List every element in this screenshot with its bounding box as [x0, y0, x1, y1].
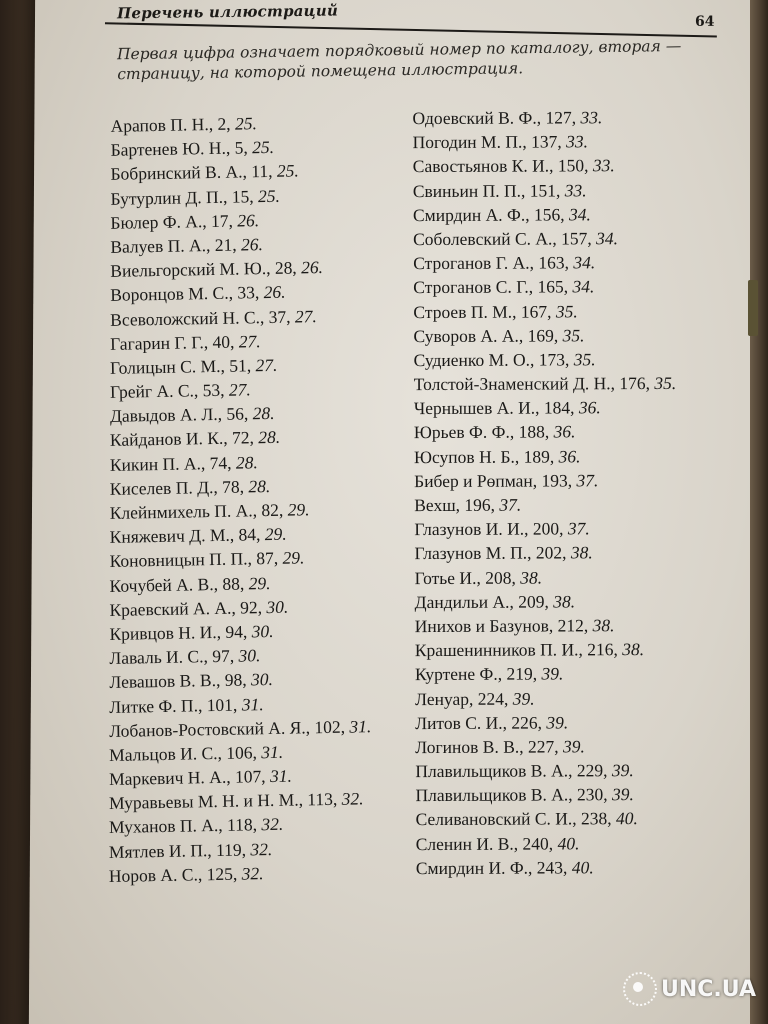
entry-page: 25. — [234, 113, 258, 134]
watermark-text: UNC.UA — [661, 976, 756, 1002]
entry-name: Смирдин И. Ф., 243, — [415, 857, 568, 878]
index-entry — [413, 226, 676, 251]
index-entry — [412, 105, 675, 130]
entry-name: Савостьянов К. И., 150, — [412, 155, 589, 177]
entry-name: Левашов В. В., 98, — [109, 669, 247, 693]
entry-name: Мятлев И. П., 119, — [108, 839, 247, 862]
entry-page: 25. — [257, 185, 281, 206]
explanatory-note: Первая цифра означает порядковый номер по каталогу, вторая — страницу, на которой помещена иллюстрация. — [116, 36, 682, 84]
index-entry — [108, 859, 374, 888]
entry-name: Куртене Ф., 219, — [414, 663, 538, 685]
entry-name: Бартенев Ю. Н., 5, — [110, 137, 248, 161]
index-entry — [414, 347, 677, 372]
entry-page: 29. — [264, 523, 287, 545]
entry-page: 32. — [341, 788, 364, 809]
entry-name: Лаваль И. С., 97, — [109, 645, 235, 669]
entry-name: Толстой-Знаменский Д. Н., 176, — [413, 373, 651, 395]
entry-page: 35. — [562, 325, 585, 346]
entry-name: Краевский А. А., 92, — [109, 596, 263, 620]
header-rule — [105, 22, 717, 37]
entry-page: 29. — [248, 572, 271, 593]
entry-page: 34. — [573, 252, 596, 273]
entry-name: Чернышев А. И., 184, — [413, 397, 575, 419]
index-column-left — [94, 109, 374, 888]
entry-page: 30. — [238, 645, 261, 666]
entry-page: 27. — [238, 330, 261, 352]
book-edge — [750, 0, 768, 1024]
entry-page: 27. — [228, 379, 251, 400]
index-entry — [415, 589, 678, 614]
index-entry — [415, 661, 678, 686]
entry-name: Одоевский В. Ф., 127, — [412, 107, 577, 129]
entry-page: 35. — [555, 300, 578, 321]
entry-name: Муханов П. А., 118, — [108, 814, 258, 838]
index-entry — [414, 540, 677, 565]
index-entry — [414, 516, 677, 541]
entry-name: Арапов П. Н., 2, — [110, 113, 231, 136]
entry-page: 28. — [235, 451, 258, 473]
entry-name: Валуев П. А., 21, — [110, 234, 237, 257]
entry-name: Грейг А. С., 53, — [109, 379, 225, 402]
entry-name: Крашенинников П. И., 216, — [414, 639, 618, 661]
entry-page: 28. — [252, 403, 275, 424]
entry-name: Готье И., 208, — [414, 567, 516, 588]
entry-page: 25. — [251, 137, 275, 158]
entry-name: Суворов А. А., 169, — [413, 325, 559, 346]
entry-name: Давыдов А. Л., 56, — [109, 403, 249, 427]
entry-name: Княжевич Д. М., 84, — [109, 524, 261, 548]
entry-name: Всеволожский Н. С., 37, — [110, 306, 291, 330]
index-entry — [415, 782, 678, 807]
index-column-right — [412, 105, 678, 880]
index-entry — [413, 274, 676, 299]
watermark — [623, 972, 756, 1006]
entry-name: Литов С. И., 226, — [415, 712, 543, 733]
index-entry — [415, 734, 678, 759]
entry-name: Дандильи А., 209, — [414, 591, 549, 612]
index-entry — [415, 613, 678, 638]
entry-page: 39. — [611, 760, 634, 781]
entry-page: 33. — [580, 107, 603, 128]
book-page — [29, 0, 765, 1024]
index-entry — [413, 129, 676, 154]
entry-page: 30. — [266, 596, 289, 617]
entry-page: 39. — [541, 663, 564, 684]
entry-name: Свиньин П. П., 151, — [412, 180, 561, 201]
entry-name: Соболевский С. А., 157, — [413, 228, 592, 250]
entry-name: Логинов В. В., 227, — [415, 736, 559, 757]
entry-name: Мальцов И. С., 106, — [108, 742, 258, 765]
entry-name: Клейнмихель П. А., 82, — [109, 499, 284, 523]
index-entry — [415, 758, 678, 783]
entry-page: 26. — [263, 281, 286, 303]
entry-page: 39. — [611, 784, 634, 805]
entry-name: Голицын С. М., 51, — [109, 355, 252, 378]
entry-name: Плавильщиков В. А., 229, — [415, 760, 608, 782]
entry-name: Норов А. С., 125, — [108, 863, 238, 886]
entry-page: 33. — [566, 131, 589, 152]
entry-page: 30. — [251, 620, 274, 642]
entry-page: 39. — [562, 736, 585, 757]
bookmark-tab — [748, 280, 758, 336]
entry-name: Маркевич Н. А., 107, — [108, 766, 266, 790]
entry-page: 37. — [576, 470, 599, 491]
page-title: Перечень иллюстраций — [116, 1, 339, 23]
entry-page: 38. — [553, 591, 576, 612]
entry-name: Воронцов М. С., 33, — [110, 282, 260, 306]
entry-name: Погодин М. П., 137, — [412, 131, 562, 153]
entry-page: 31. — [269, 765, 293, 787]
index-entry — [413, 250, 676, 275]
entry-page: 38. — [520, 567, 543, 588]
entry-name: Юрьев Ф. Ф., 188, — [413, 421, 550, 443]
entry-name: Киселев П. Д., 78, — [109, 476, 245, 499]
entry-name: Муравьевы М. Н. и Н. М., 113, — [108, 789, 338, 814]
entry-page: 33. — [564, 179, 587, 200]
index-entry — [414, 564, 677, 589]
entry-page: 32. — [250, 838, 273, 860]
entry-page: 29. — [282, 547, 305, 569]
entry-page: 38. — [622, 639, 645, 660]
entry-name: Юсупов Н. Б., 189, — [413, 446, 555, 467]
entry-name: Кайданов И. К., 72, — [109, 427, 255, 451]
entry-name: Судиенко М. О., 173, — [413, 349, 570, 370]
entry-page: 39. — [546, 712, 569, 733]
entry-name: Селивановский С. И., 238, — [415, 808, 612, 830]
index-entry — [413, 298, 676, 323]
entry-name: Коновницын П. П., 87, — [109, 548, 279, 572]
index-entry — [106, 714, 372, 743]
entry-name: Бутурлин Д. П., 15, — [110, 185, 254, 209]
sun-logo-icon — [623, 972, 657, 1006]
entry-name: Кикин П. А., 74, — [109, 452, 232, 475]
index-entry — [415, 685, 678, 710]
entry-name: Кривцов Н. И., 94, — [109, 621, 248, 644]
entry-page: 28. — [258, 427, 281, 448]
index-entry — [414, 468, 677, 493]
entry-name: Сленин И. В., 240, — [415, 833, 554, 854]
entry-page: 31. — [241, 693, 264, 715]
index-entry — [413, 153, 676, 178]
index-entry — [414, 419, 677, 444]
entry-name: Строганов С. Г., 165, — [413, 276, 569, 298]
entry-page: 34. — [596, 228, 619, 249]
entry-page: 26. — [240, 234, 264, 255]
entry-page: 38. — [592, 615, 615, 636]
entry-page: 37. — [567, 518, 590, 539]
entry-name: Смирдин А. Ф., 156, — [412, 204, 565, 225]
entry-name: Ленуар, 224, — [415, 688, 509, 709]
entry-page: 31. — [349, 715, 372, 737]
entry-page: 32. — [241, 862, 264, 884]
entry-name: Строганов Г. А., 163, — [413, 252, 570, 274]
entry-page: 40. — [557, 832, 580, 854]
entry-page: 27. — [294, 305, 317, 327]
entry-name: Плавильщиков В. А., 230, — [415, 784, 608, 806]
index-entry — [413, 178, 676, 203]
index-entry — [414, 395, 677, 420]
entry-name: Литке Ф. П., 101, — [109, 694, 238, 717]
index-entry — [415, 710, 678, 735]
entry-page: 26. — [237, 209, 260, 231]
entry-name: Бюлер Ф. А., 17, — [110, 210, 234, 233]
entry-page: 30. — [250, 669, 274, 690]
index-entry — [414, 371, 677, 396]
index-entry — [416, 855, 679, 880]
entry-page: 25. — [276, 160, 299, 182]
index-entry — [413, 202, 676, 227]
entry-name: Бобринский В. А., 11, — [110, 161, 273, 185]
index-entry — [414, 492, 677, 517]
entry-page: 35. — [573, 349, 596, 370]
entry-name: Кочубей А. В., 88, — [109, 573, 245, 596]
entry-page: 32. — [261, 814, 284, 835]
entry-page: 34. — [568, 204, 591, 225]
index-entry — [415, 637, 678, 662]
entry-page: 26. — [300, 257, 324, 278]
entry-name: Строев П. М., 167, — [413, 300, 552, 322]
page-number: 64 — [694, 13, 715, 30]
entry-page: 33. — [592, 155, 615, 176]
entry-name: Гагарин Г. Г., 40, — [109, 331, 235, 354]
entry-page: 37. — [499, 494, 522, 515]
entry-name: Лобанов-Ростовский А. Я., 102, — [109, 716, 346, 741]
index-entry — [416, 831, 679, 856]
entry-page: 38. — [570, 542, 593, 563]
entry-page: 39. — [512, 688, 535, 709]
entry-page: 31. — [261, 741, 284, 763]
entry-name: Виельгорский М. Ю., 28, — [110, 257, 297, 282]
entry-page: 40. — [615, 808, 638, 829]
entry-name: Бибер и Рөпман, 193, — [414, 470, 573, 491]
entry-page: 36. — [558, 445, 581, 467]
index-entry — [414, 444, 677, 469]
entry-name: Глазунов М. П., 202, — [414, 542, 567, 564]
entry-page: 35. — [654, 373, 677, 394]
entry-name: Вехш, 196, — [414, 494, 496, 516]
entry-name: Инихов и Базунов, 212, — [414, 615, 589, 637]
entry-name: Глазунов И. И., 200, — [414, 518, 564, 540]
entry-page: 36. — [578, 397, 601, 418]
entry-page: 27. — [255, 354, 278, 376]
entry-page: 34. — [572, 276, 595, 297]
index-entry — [416, 806, 679, 831]
index-entry — [413, 323, 676, 348]
entry-page: 29. — [287, 499, 310, 520]
entry-page: 28. — [248, 475, 271, 497]
entry-page: 40. — [571, 857, 594, 878]
entry-page: 36. — [553, 421, 576, 442]
